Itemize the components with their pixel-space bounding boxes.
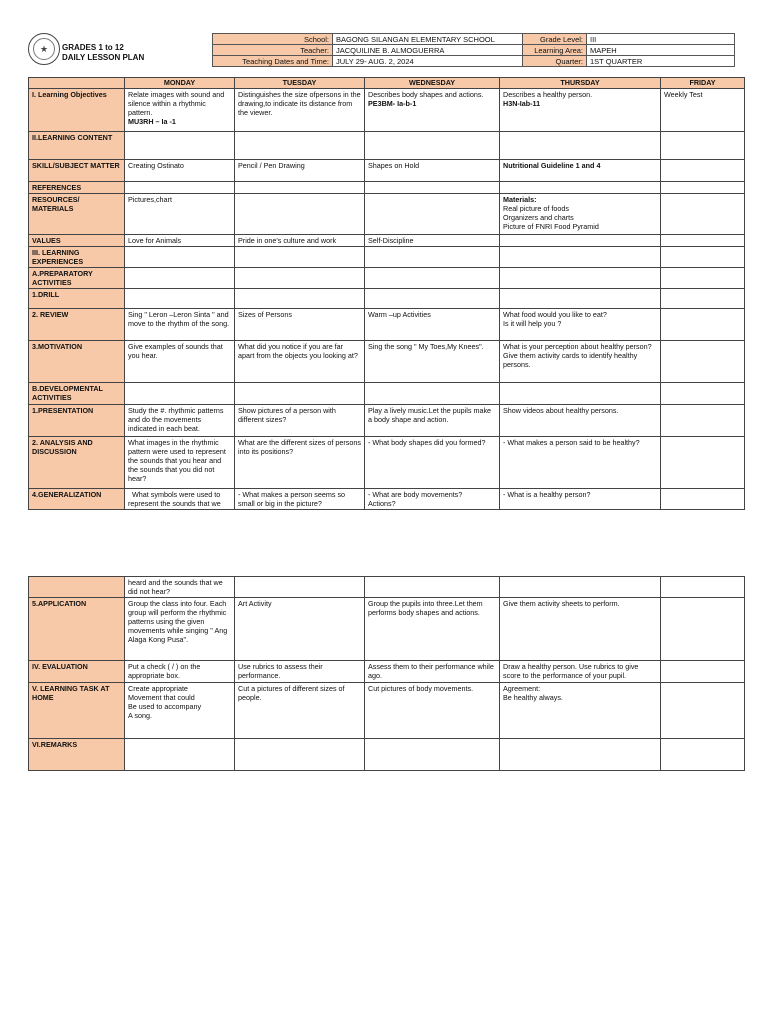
- header-title: [62, 43, 144, 63]
- cell-tuesday: Distinguishes the size ofpersons in the drawing,to indicate its distance from the viewer.: [235, 89, 365, 132]
- table-row: [29, 739, 745, 771]
- cell-wednesday: [365, 268, 500, 289]
- cell-tuesday: Use rubrics to assess their performance.: [235, 661, 365, 683]
- deped-seal-icon: ★: [28, 33, 60, 65]
- row-label: RESOURCES/ MATERIALS: [29, 194, 125, 235]
- cell-wednesday: [365, 182, 500, 194]
- cell-thursday: Give them activity sheets to perform.: [500, 598, 661, 661]
- cell-monday: Give examples of sounds that you hear.: [125, 341, 235, 383]
- cell-monday: Create appropriate Movement that could Be used to accompany A song.: [125, 683, 235, 739]
- cell-wednesday: Warm –up Activities: [365, 309, 500, 341]
- cell-monday: [125, 739, 235, 771]
- quarter-label: Quarter:: [523, 56, 587, 67]
- dates-label: Teaching Dates and Time:: [213, 56, 333, 67]
- area-value: MAPEH: [587, 45, 735, 56]
- cell-thursday: [500, 132, 661, 160]
- row-label: REFERENCES: [29, 182, 125, 194]
- area-label: Learning Area:: [523, 45, 587, 56]
- cell-wednesday: [365, 577, 500, 598]
- table-row: [29, 598, 745, 661]
- cell-friday: [661, 383, 745, 405]
- cell-monday: heard and the sounds that we did not hear?: [125, 577, 235, 598]
- cell-monday: Study the #. rhythmic patterns and do the movements indicated in each beat.: [125, 405, 235, 437]
- cell-wednesday: [365, 247, 500, 268]
- cell-friday: Weekly Test: [661, 89, 745, 132]
- cell-tuesday: [235, 268, 365, 289]
- row-label: 2. REVIEW: [29, 309, 125, 341]
- title-line-2: DAILY LESSON PLAN: [62, 53, 145, 62]
- cell-friday: [661, 739, 745, 771]
- cell-monday: What images in the rhythmic pattern were used to represent the sounds that you hear and the sounds that you did not hear?: [125, 437, 235, 489]
- row-label: 1.DRILL: [29, 289, 125, 309]
- info-table: [212, 33, 735, 67]
- row-label: II.LEARNING CONTENT: [29, 132, 125, 160]
- cell-friday: [661, 405, 745, 437]
- cell-thursday: - What makes a person said to be healthy?: [500, 437, 661, 489]
- corner-cell: [29, 78, 125, 89]
- cell-tuesday: Show pictures of a person with different sizes?: [235, 405, 365, 437]
- competency-code: PE3BM- Ia-b-1: [368, 99, 417, 108]
- cell-monday: [125, 268, 235, 289]
- day-monday: MONDAY: [125, 78, 235, 89]
- cell-friday: [661, 289, 745, 309]
- cell-friday: [661, 194, 745, 235]
- row-label: SKILL/SUBJECT MATTER: [29, 160, 125, 182]
- cell-wednesday: - What are body movements? Actions?: [365, 489, 500, 510]
- cell-friday: [661, 132, 745, 160]
- table-row: [29, 309, 745, 341]
- teacher-value: JACQUILINE B. ALMOGUERRA: [333, 45, 523, 56]
- cell-wednesday: Sing the song " My Toes,My Knees".: [365, 341, 500, 383]
- cell-monday: Love for Animals: [125, 235, 235, 247]
- table-row: [29, 268, 745, 289]
- table-row: [29, 247, 745, 268]
- cell-wednesday: [365, 132, 500, 160]
- table-row: [29, 489, 745, 510]
- cell-text: Describes a healthy person.: [503, 90, 593, 99]
- cell-friday: [661, 235, 745, 247]
- cell-tuesday: Cut a pictures of different sizes of people.: [235, 683, 365, 739]
- row-label: [29, 577, 125, 598]
- cell-monday: Put a check ( / ) on the appropriate box.: [125, 661, 235, 683]
- cell-tuesday: Pencil / Pen Drawing: [235, 160, 365, 182]
- cell-wednesday: [365, 89, 500, 132]
- cell-tuesday: [235, 739, 365, 771]
- cell-tuesday: [235, 132, 365, 160]
- cell-thursday: Nutritional Guideline 1 and 4: [500, 160, 661, 182]
- cell-tuesday: [235, 247, 365, 268]
- teacher-label: Teacher:: [213, 45, 333, 56]
- cell-friday: [661, 182, 745, 194]
- cell-friday: [661, 247, 745, 268]
- cell-text: Describes body shapes and actions.: [368, 90, 484, 99]
- school-label: School:: [213, 34, 333, 45]
- cell-thursday: What food would you like to eat? Is it will help you ?: [500, 309, 661, 341]
- cell-friday: [661, 309, 745, 341]
- row-label: V. LEARNING TASK AT HOME: [29, 683, 125, 739]
- cell-thursday: [500, 182, 661, 194]
- row-label: VI.REMARKS: [29, 739, 125, 771]
- table-row: [29, 683, 745, 739]
- cell-thursday: [500, 289, 661, 309]
- cell-thursday: What is your perception about healthy person? Give them activity cards to identify healthy persons.: [500, 341, 661, 383]
- cell-friday: [661, 489, 745, 510]
- cell-friday: [661, 437, 745, 489]
- cell-monday: Sing " Leron –Leron Sinta " and move to the rhythm of the song.: [125, 309, 235, 341]
- table-row: [29, 160, 745, 182]
- cell-thursday: [500, 89, 661, 132]
- cell-thursday: [500, 739, 661, 771]
- table-row: [29, 235, 745, 247]
- lesson-plan-table: [28, 77, 745, 510]
- row-label: 1.PRESENTATION: [29, 405, 125, 437]
- cell-wednesday: Assess them to their performance while ago.: [365, 661, 500, 683]
- cell-tuesday: Sizes of Persons: [235, 309, 365, 341]
- cell-wednesday: Shapes on Hold: [365, 160, 500, 182]
- cell-tuesday: Pride in one's culture and work: [235, 235, 365, 247]
- cell-tuesday: - What makes a person seems so small or big in the picture?: [235, 489, 365, 510]
- row-label: A.PREPARATORY ACTIVITIES: [29, 268, 125, 289]
- cell-monday: [125, 182, 235, 194]
- table-row: [29, 289, 745, 309]
- cell-monday: [125, 383, 235, 405]
- cell-tuesday: [235, 289, 365, 309]
- cell-friday: [661, 160, 745, 182]
- cell-tuesday: Art Activity: [235, 598, 365, 661]
- table-row: [29, 182, 745, 194]
- cell-friday: [661, 268, 745, 289]
- cell-tuesday: [235, 383, 365, 405]
- cell-monday: Pictures,chart: [125, 194, 235, 235]
- cell-tuesday: [235, 182, 365, 194]
- cell-thursday: - What is a healthy person?: [500, 489, 661, 510]
- competency-code: H3N-Iab-11: [503, 99, 541, 108]
- row-label: VALUES: [29, 235, 125, 247]
- days-header-row: [29, 78, 745, 89]
- day-thursday: THURSDAY: [500, 78, 661, 89]
- table-row: [29, 341, 745, 383]
- cell-thursday: Show videos about healthy persons.: [500, 405, 661, 437]
- cell-wednesday: [365, 383, 500, 405]
- cell-wednesday: Self-Discipline: [365, 235, 500, 247]
- cell-wednesday: Play a lively music.Let the pupils make a body shape and action.: [365, 405, 500, 437]
- row-label: I. Learning Objectives: [29, 89, 125, 132]
- cell-tuesday: [235, 577, 365, 598]
- table-row: [29, 661, 745, 683]
- cell-thursday: [500, 247, 661, 268]
- cell-tuesday: What did you notice if you are far apart from the objects you looking at?: [235, 341, 365, 383]
- quarter-value: 1ST QUARTER: [587, 56, 735, 67]
- cell-monday: Group the class into four. Each group will perform the rhythmic patterns using the given movements while singing " Ang Alaga Kong Pusa".: [125, 598, 235, 661]
- table-row: [29, 437, 745, 489]
- grade-label: Grade Level:: [523, 34, 587, 45]
- cell-monday: What symbols were used to represent the sounds that we: [125, 489, 235, 510]
- title-line-1: GRADES 1 to 12: [62, 43, 124, 52]
- cell-wednesday: [365, 289, 500, 309]
- cell-thursday: [500, 235, 661, 247]
- grade-value: III: [587, 34, 735, 45]
- cell-thursday: [500, 268, 661, 289]
- cell-thursday: [500, 577, 661, 598]
- cell-monday: [125, 247, 235, 268]
- table-row: [29, 383, 745, 405]
- cell-friday: [661, 577, 745, 598]
- row-label: 2. ANALYSIS AND DISCUSSION: [29, 437, 125, 489]
- table-row: [29, 132, 745, 160]
- cell-friday: [661, 683, 745, 739]
- cell-monday: Creating Ostinato: [125, 160, 235, 182]
- day-tuesday: TUESDAY: [235, 78, 365, 89]
- table-row: [29, 89, 745, 132]
- materials-list: Real picture of foods Organizers and charts Picture of FNRI Food Pyramid: [503, 204, 599, 231]
- row-label: B.DEVELOPMENTAL ACTIVITIES: [29, 383, 125, 405]
- cell-tuesday: What are the different sizes of persons into its positions?: [235, 437, 365, 489]
- cell-thursday: [500, 194, 661, 235]
- row-label: IV. EVALUATION: [29, 661, 125, 683]
- cell-thursday: Agreement: Be healthy always.: [500, 683, 661, 739]
- row-label: III. LEARNING EXPERIENCES: [29, 247, 125, 268]
- cell-wednesday: Group the pupils into three.Let them performs body shapes and actions.: [365, 598, 500, 661]
- cell-text: Relate images with sound and silence within a rhythmic pattern.: [128, 90, 225, 117]
- cell-thursday: Draw a healthy person. Use rubrics to give score to the performance of your pupil.: [500, 661, 661, 683]
- dates-value: JULY 29- AUG. 2, 2024: [333, 56, 523, 67]
- cell-wednesday: - What body shapes did you formed?: [365, 437, 500, 489]
- cell-friday: [661, 598, 745, 661]
- cell-thursday: [500, 383, 661, 405]
- cell-tuesday: [235, 194, 365, 235]
- day-friday: FRIDAY: [661, 78, 745, 89]
- cell-wednesday: [365, 194, 500, 235]
- competency-code: MU3RH – Ia -1: [128, 117, 176, 126]
- cell-monday: [125, 132, 235, 160]
- row-label: 4.GENERALIZATION: [29, 489, 125, 510]
- cell-wednesday: [365, 739, 500, 771]
- table-row: [29, 577, 745, 598]
- cell-wednesday: Cut pictures of body movements.: [365, 683, 500, 739]
- table-row: [29, 405, 745, 437]
- day-wednesday: WEDNESDAY: [365, 78, 500, 89]
- table-row: [29, 194, 745, 235]
- row-label: 5.APPLICATION: [29, 598, 125, 661]
- materials-heading: Materials:: [503, 195, 537, 204]
- cell-monday: [125, 89, 235, 132]
- row-label: 3.MOTIVATION: [29, 341, 125, 383]
- cell-friday: [661, 661, 745, 683]
- cell-monday: [125, 289, 235, 309]
- cell-friday: [661, 341, 745, 383]
- lesson-plan-table-continued: [28, 576, 745, 771]
- school-value: BAGONG SILANGAN ELEMENTARY SCHOOL: [333, 34, 523, 45]
